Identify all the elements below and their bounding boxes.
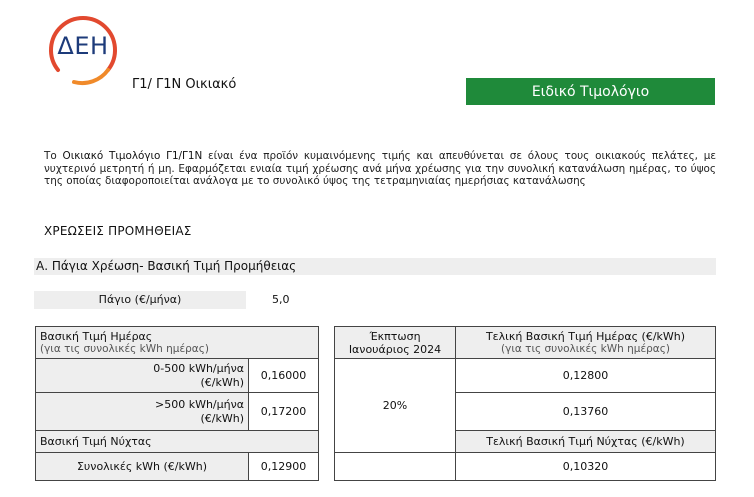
night-price-header: Βασική Τιμή Νύχτας (36, 431, 319, 453)
tier-2-label (36, 393, 249, 431)
final-day-value-tier-2: 0,13760 (456, 393, 716, 431)
final-day-header-title: Τελική Βασική Τιμή Ημέρας (€/kWh) (485, 329, 686, 343)
final-night-value: 0,10320 (456, 453, 716, 481)
tier-2-value: 0,17200 (249, 393, 319, 431)
tier-1-value: 0,16000 (249, 359, 319, 393)
intro-paragraph (44, 150, 716, 188)
final-price-table (334, 326, 716, 481)
intro-highlight: Οικιακό Τιμολόγιο Γ1/Γ1Ν (62, 150, 203, 162)
night-price-value: 0,12900 (249, 453, 319, 481)
final-day-header-subtitle: (για τις συνολικές kWh ημέρας) (501, 342, 670, 355)
intro-prefix: Το (44, 150, 57, 162)
tier-1-range: 0-500 kWh/μήνα (153, 361, 244, 375)
day-price-header-subtitle: (για τις συνολικές kWh ημέρας) (40, 342, 209, 355)
discount-header (335, 327, 456, 359)
final-day-header (456, 327, 716, 359)
discount-header-title: Έκπτωση (369, 329, 421, 343)
intro-body: είναι ένα προϊόν κυμαινόμενης τιμής και απευθύνεται σε όλους τους οικιακούς πελάτες, με νυχτερινό μετρητή ή μη. Εφαρμόζεται ενιαία τιμή χρέωσης ανά μήνα χρέωσης για την συνολική κατανάλωση ημέρας, το ύψος της οποίας διαφοροποιείται ανάλογα με το συνολικό ύψος της τετραμηνιαίας ημερήσιας κατανάλωσης (44, 150, 717, 187)
tier-1-label (36, 359, 249, 393)
base-price-table (35, 326, 319, 481)
section-a-heading (34, 258, 716, 275)
charges-heading: ΧΡΕΩΣΕΙΣ ΠΡΟΜΗΘΕΙΑΣ (44, 224, 192, 238)
day-price-header (36, 327, 319, 359)
product-title: Γ1/ Γ1Ν Οικιακό (132, 77, 237, 92)
discount-header-period: Ιανουάριος 2024 (348, 342, 442, 356)
tier-2-unit: (€/kWh) (200, 411, 244, 425)
fixed-fee-label: Πάγιο (€/μήνα) (34, 291, 246, 309)
fixed-fee-value: 5,0 (272, 293, 290, 306)
discount-value: 20% (335, 359, 456, 453)
final-day-value-tier-1: 0,12800 (456, 359, 716, 393)
tier-2-range: >500 kWh/μήνα (155, 397, 244, 411)
special-tariff-badge: Ειδικό Τιμολόγιο (466, 78, 715, 105)
final-night-header: Τελική Βασική Τιμή Νύχτας (€/kWh) (456, 431, 716, 453)
final-night-spacer (335, 453, 456, 481)
section-a-title: Α. Πάγια Χρέωση- Βασική Τιμή Προμήθειας (36, 259, 297, 273)
night-price-label: Συνολικές kWh (€/kWh) (36, 453, 249, 481)
tier-1-unit: (€/kWh) (200, 375, 244, 389)
day-price-header-title: Βασική Τιμή Ημέρας (40, 329, 153, 343)
logo-text: ΔΕΗ (57, 32, 109, 60)
